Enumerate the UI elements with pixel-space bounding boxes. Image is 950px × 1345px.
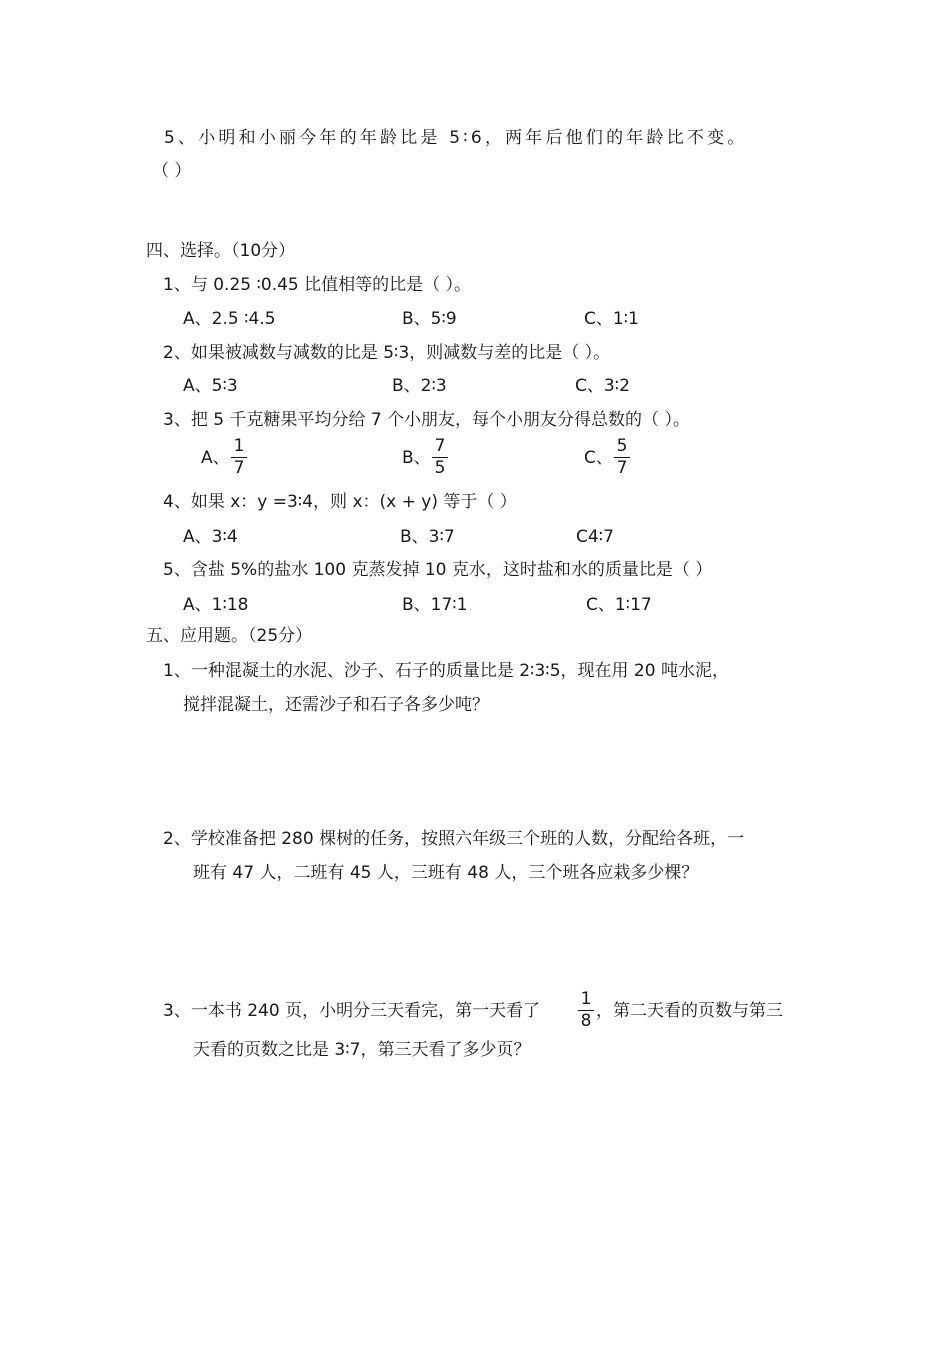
q3-option-a-label: A、 bbox=[201, 448, 230, 468]
fraction-denominator: 8 bbox=[580, 1011, 592, 1031]
word-problem-3-line-1b: ，第二天看的页数与第三 bbox=[596, 1001, 783, 1021]
fraction-denominator: 5 bbox=[434, 458, 446, 478]
choice-question-5: 5、含盐 5%的盐水 100 克蒸发掉 10 克水，这时盐和水的质量比是（ ） bbox=[163, 560, 713, 580]
fraction-numerator: 5 bbox=[616, 436, 628, 456]
q5-option-b: B、17∶1 bbox=[402, 595, 468, 615]
q1-option-a: A、2.5 ∶4.5 bbox=[183, 309, 276, 329]
q4-option-a: A、3∶4 bbox=[183, 527, 238, 547]
q3-option-b-label: B、 bbox=[402, 448, 431, 468]
fraction-numerator: 1 bbox=[233, 436, 245, 456]
word-problem-1-line-1: 1、一种混凝土的水泥、沙子、石子的质量比是 2∶3∶5，现在用 20 吨水泥， bbox=[163, 661, 729, 681]
word-problem-3-line-2: 天看的页数之比是 3∶7，第三天看了多少页？ bbox=[193, 1040, 531, 1060]
word-problem-1-line-2: 搅拌混凝土，还需沙子和石子各多少吨？ bbox=[183, 695, 489, 715]
answer-blank: （ ） bbox=[152, 161, 192, 181]
fraction-numerator: 7 bbox=[434, 436, 446, 456]
section-heading-choice: 四、选择。（10分） bbox=[146, 241, 296, 261]
q4-option-b: B、3∶7 bbox=[400, 527, 455, 547]
q3-option-c-label: C、 bbox=[584, 448, 613, 468]
fraction-denominator: 7 bbox=[616, 458, 628, 478]
fraction-numerator: 1 bbox=[580, 989, 592, 1009]
q2-option-c: C、3∶2 bbox=[575, 376, 630, 396]
fraction-denominator: 7 bbox=[233, 458, 245, 478]
word-problem-2-line-2: 班有 47 人，二班有 45 人，三班有 48 人，三个班各应栽多少棵？ bbox=[193, 863, 699, 883]
q2-option-a: A、5∶3 bbox=[183, 376, 238, 396]
choice-question-2: 2、如果被减数与减数的比是 5∶3，则减数与差的比是（ ）。 bbox=[163, 343, 611, 363]
word-problem-3-line-1a: 3、一本书 240 页，小明分三天看完，第一天看了 bbox=[163, 1001, 541, 1021]
tf-question-5: 5、小明和小丽今年的年龄比是 5∶6，两年后他们的年龄比不变。 bbox=[164, 128, 748, 148]
q5-option-a: A、1∶18 bbox=[183, 595, 249, 615]
word-problem-2-line-1: 2、学校准备把 280 棵树的任务，按照六年级三个班的人数，分配给各班，一 bbox=[163, 829, 745, 849]
q2-option-b: B、2∶3 bbox=[392, 376, 447, 396]
q1-option-c: C、1∶1 bbox=[584, 309, 639, 329]
choice-question-1: 1、与 0.25 ∶0.45 比值相等的比是（ ）。 bbox=[163, 275, 472, 295]
q4-option-c: C4∶7 bbox=[576, 527, 614, 547]
q5-option-c: C、1∶17 bbox=[586, 595, 652, 615]
choice-question-4: 4、如果 x：y =3∶4，则 x：(x + y) 等于（ ） bbox=[163, 492, 517, 512]
section-heading-application: 五、应用题。（25分） bbox=[146, 626, 313, 646]
q1-option-b: B、5∶9 bbox=[402, 309, 457, 329]
choice-question-3: 3、把 5 千克糖果平均分给 7 个小朋友，每个小朋友分得总数的（ ）。 bbox=[163, 410, 690, 430]
